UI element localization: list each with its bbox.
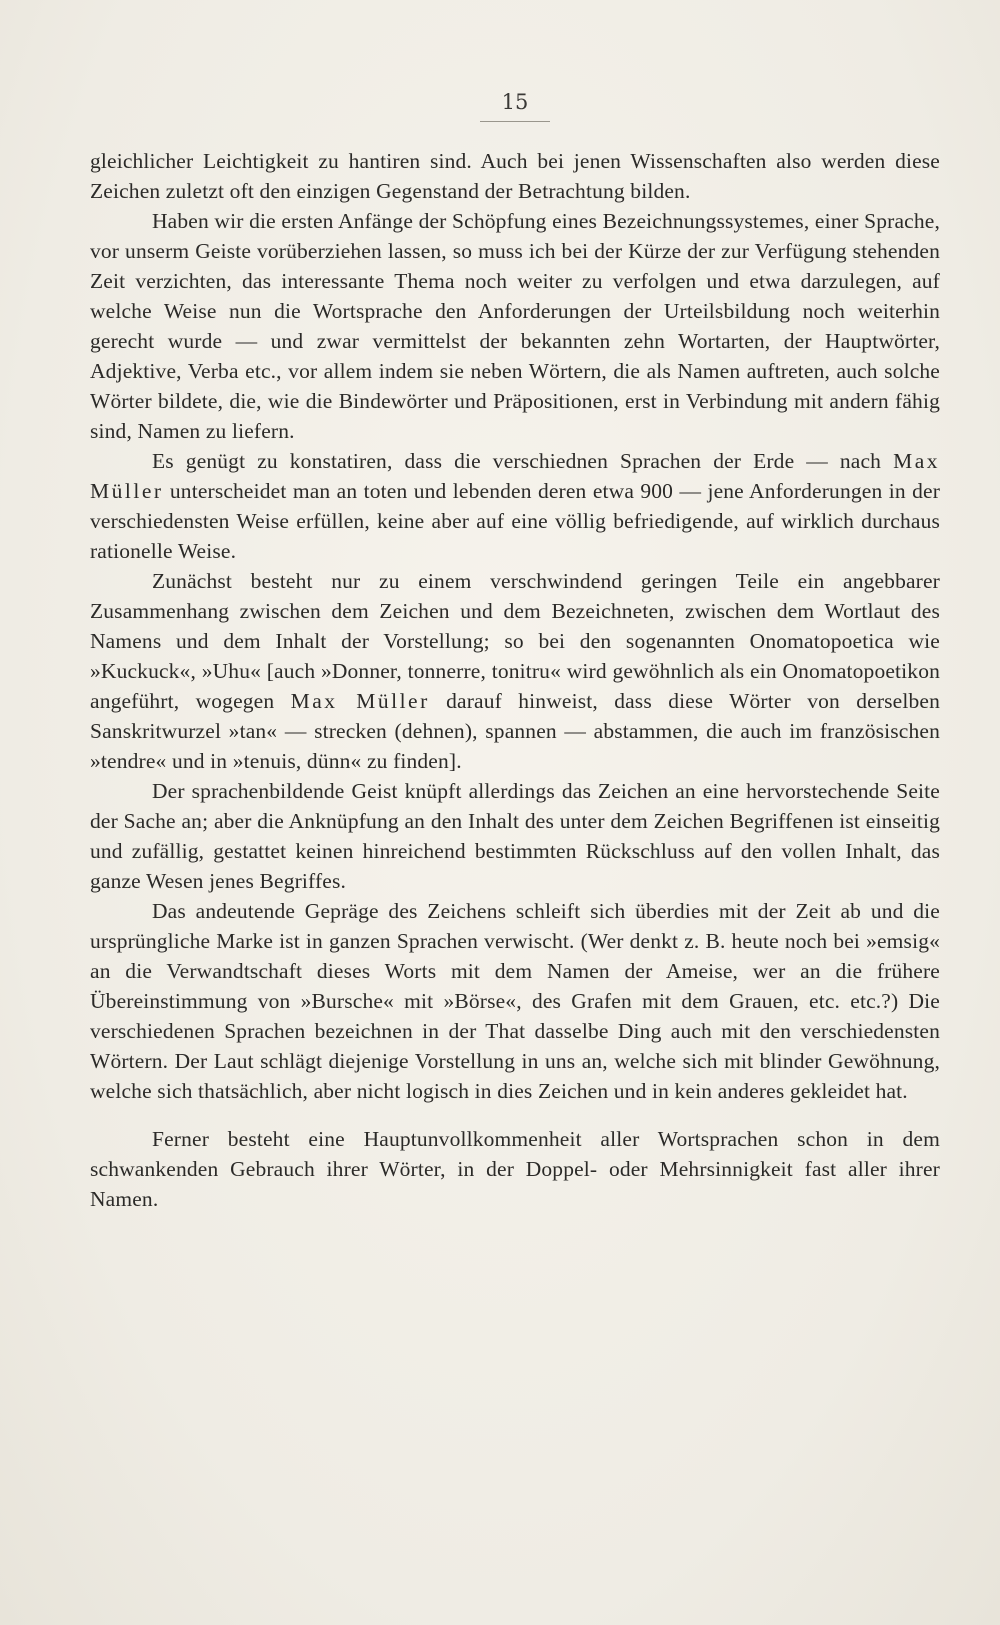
paragraph [90, 446, 940, 566]
page-number: 15 [501, 90, 529, 114]
author-name-spaced: Max Müller [90, 449, 940, 503]
paragraph-text: Es genügt zu konstatiren, dass die verschiednen Sprachen der Erde — nach [152, 449, 894, 473]
author-name-spaced: Max Müller [290, 689, 430, 713]
paragraph: Das andeutende Gepräge des Zeichens schleift sich überdies mit der Zeit ab und die ursprüngliche Marke ist in ganzen Sprachen verwischt. (Wer denkt z. B. heute noch bei »emsig« an die Verwandtschaft dieses Worts mit dem Namen der Ameise, wer an die frühere Übereinstimmung von »Bursche« mit »Börse«, des Grafen mit dem Grauen, etc. etc.?) Die verschiedenen Sprachen bezeichnen in der That dasselbe Ding auch mit den verschiedensten Wörtern. Der Laut schlägt diejenige Vorstellung in uns an, welche sich mit blinder Gewöhnung, welche sich thatsächlich, aber nicht logisch in dies Zeichen und in kein anderes gekleidet hat. [90, 899, 940, 1103]
paragraph [90, 566, 940, 776]
paragraph-continuation: gleichlicher Leichtigkeit zu hantiren sind. Auch bei jenen Wissenschaften also werden diese Zeichen zuletzt oft den einzigen Gegenstand der Betrachtung bilden. [90, 149, 940, 203]
page-number-rule [480, 121, 550, 122]
paragraph-text: Zunächst besteht nur zu einem verschwindend geringen Teile ein angebbarer Zusammenhang zwischen dem Zeichen und dem Bezeichneten, zwischen dem Wortlaut des Namens und dem Inhalt der Vorstellung; so bei den sogenannten Onomatopoetica wie »Kuckuck«, »Uhu« [auch »Donner, tonnerre, tonitru« wird gewöhnlich als ein Onomatopoetikon angeführt, wogegen [90, 569, 940, 713]
paragraph: Ferner besteht eine Hauptunvollkommenheit aller Wortsprachen schon in dem schwankenden Gebrauch ihrer Wörter, in der Doppel- oder Mehrsinnigkeit fast aller ihrer Namen. [90, 1127, 940, 1211]
paragraph: Der sprachenbildende Geist knüpft allerdings das Zeichen an eine hervorstechende Seite der Sache an; aber die Anknüpfung an den Inhalt des unter dem Zeichen Begriffenen ist einseitig und zufällig, gestattet keinen hinreichend bestimmten Rückschluss auf den vollen Inhalt, das ganze Wesen jenes Begriffes. [90, 779, 940, 893]
paragraph-text: darauf hinweist, dass diese Wörter von derselben Sanskritwurzel »tan« — strecken (dehnen), spannen — abstammen, die auch im französischen »tendre« und in »tenuis, dünn« zu finden]. [90, 689, 940, 773]
paragraph: Haben wir die ersten Anfänge der Schöpfung eines Bezeichnungssystemes, einer Sprache, vor unserm Geiste vorüberziehen lassen, so muss ich bei der Kürze der zur Verfügung stehenden Zeit verzichten, das interessante Thema noch weiter zu verfolgen und etwa darzulegen, auf welche Weise nun die Wortsprache den Anforderungen der Urteilsbildung noch weiterhin gerecht wurde — und zwar vermittelst der bekannten zehn Wortarten, der Hauptwörter, Adjektive, Verba etc., vor allem indem sie neben Wörtern, die als Namen auftreten, auch solche Wörter bildete, die, wie die Bindewörter und Präpositionen, erst in Verbindung mit andern fähig sind, Namen zu liefern. [90, 209, 940, 443]
paragraph-text: unterscheidet man an toten und lebenden deren etwa 900 — jene Anforderungen in der verschiedensten Weise erfüllen, keine aber auf eine völlig befriedigende, auf wirklich durchaus rationelle Weise. [90, 479, 940, 563]
body-text [90, 146, 940, 1214]
